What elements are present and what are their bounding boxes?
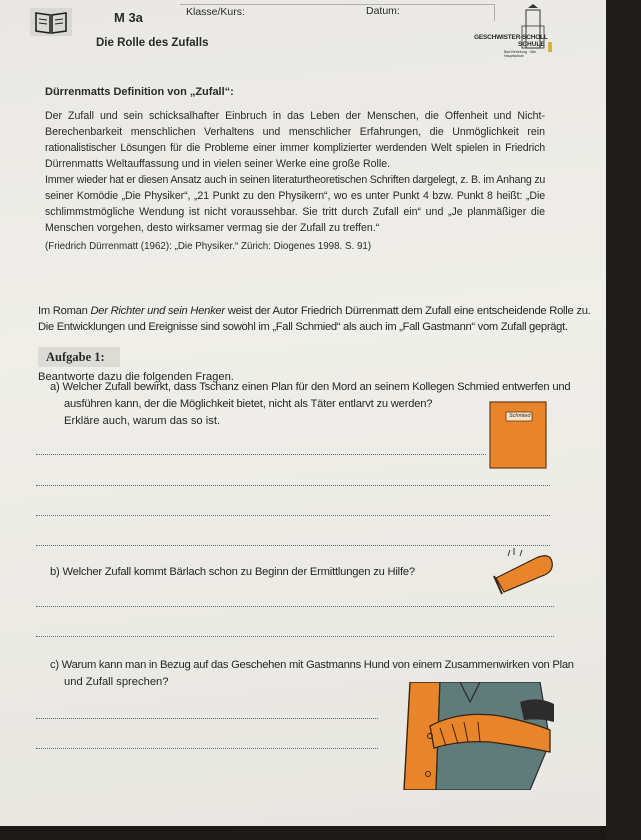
definition-line: Berechenbarkeit menschlichen Verhaltens und menschlicher Erfahrungen, die Unmöglichkeit rein	[45, 126, 545, 138]
background-strip	[0, 826, 606, 840]
definition-line: Der Zufall und sein schicksalhafter Einbruch in das Leben der Menschen, die Offenheit und Nicht-	[45, 110, 545, 122]
novel-title: Der Richter und sein Henker	[90, 305, 225, 317]
answer-line[interactable]	[36, 606, 554, 607]
folder-icon	[488, 400, 550, 470]
definition-line: Immer wieder hat er diesen Ansatz auch in seinen literaturtheoretischen Schriften dargelegt, z. B. im Anhang zu	[45, 174, 546, 186]
task-label: Aufgabe 1:	[38, 347, 120, 367]
definition-line: schlimmstmögliche Wendung ist nicht voraussehbar. Sie tritt durch Zufall ein“ und „Je planmäßiger die	[45, 206, 545, 218]
definition-line: rationalistischer Lösungen für die Probleme einer immer komplizierter werdenden Welt spielen in Friedrich	[45, 142, 545, 154]
definition-text	[45, 108, 545, 236]
question-a-line1: a) Welcher Zufall bewirkt, dass Tschanz einen Plan für den Mord an seinem Kollegen Schmied entwerfen und	[50, 381, 571, 393]
definition-line: seiner Komödie „Die Physiker“, „21 Punkt zu den Physikern“, wo es unter Punkt 4 bzw. Punkt 8 heißt: „Die	[45, 190, 545, 202]
material-code: M 3a	[114, 10, 143, 25]
question-a-line3: Erkläre auch, warum das so ist.	[64, 415, 221, 427]
folder-label: Schmied	[509, 413, 531, 419]
answer-line[interactable]	[36, 748, 378, 749]
question-c-line1: c) Warum kann man in Bezug auf das Geschehen mit Gastmanns Hund von einem Zusammenwirken von Plan	[50, 659, 574, 671]
question-b: b) Welcher Zufall kommt Bärlach schon zu Beginn der Ermittlungen zu Hilfe?	[50, 566, 415, 578]
book-icon	[30, 8, 72, 36]
question-a-line2: ausführen kann, der die Möglichkeit bietet, nicht als Täter entlarvt zu werden?	[64, 398, 433, 410]
definition-heading: Dürrenmatts Definition von „Zufall“:	[45, 86, 234, 98]
school-logo	[474, 4, 554, 62]
bullet-icon	[490, 548, 556, 600]
question-c-line2: und Zufall sprechen?	[64, 676, 169, 688]
answer-line[interactable]	[36, 515, 550, 516]
logo-text-top: GESCHWISTER-SCHOLL	[474, 34, 548, 41]
definition-line: Dürrenmatts Weltauffassung und in vielen seiner Werke eine große Rolle.	[45, 158, 391, 170]
dog-illustration	[400, 682, 556, 790]
intro-line-2: Die Entwicklungen und Ereignisse sind sowohl im „Fall Schmied“ als auch im „Fall Gastmann“ vom Zufall geprägt.	[38, 321, 568, 333]
task-instruction: Beantworte dazu die folgenden Fragen.	[38, 371, 234, 383]
logo-text-small: Bad Berleburg · Alte Hauptschule	[504, 50, 537, 58]
definition-line: Menschen vorgehen, desto wirksamer vermag sie der Zufall zu treffen.“	[45, 222, 380, 234]
intro-text: weist der Autor Friedrich Dürrenmatt dem Zufall eine entscheidende Rolle zu.	[224, 305, 591, 317]
class-label: Klasse/Kurs:	[186, 6, 245, 18]
citation: (Friedrich Dürrenmatt (1962): „Die Physiker.“ Zürich: Diogenes 1998. S. 91)	[45, 241, 372, 252]
logo-text-bottom: SCHULE	[518, 41, 545, 48]
answer-line[interactable]	[36, 454, 486, 455]
intro-line-1	[38, 303, 591, 319]
answer-line[interactable]	[36, 718, 378, 719]
answer-line[interactable]	[36, 636, 554, 637]
answer-line[interactable]	[36, 545, 550, 546]
intro-text: Im Roman	[38, 305, 91, 317]
background-dark	[600, 0, 641, 840]
date-label: Datum:	[366, 5, 400, 17]
answer-line[interactable]	[36, 485, 550, 486]
page-title: Die Rolle des Zufalls	[96, 37, 209, 49]
